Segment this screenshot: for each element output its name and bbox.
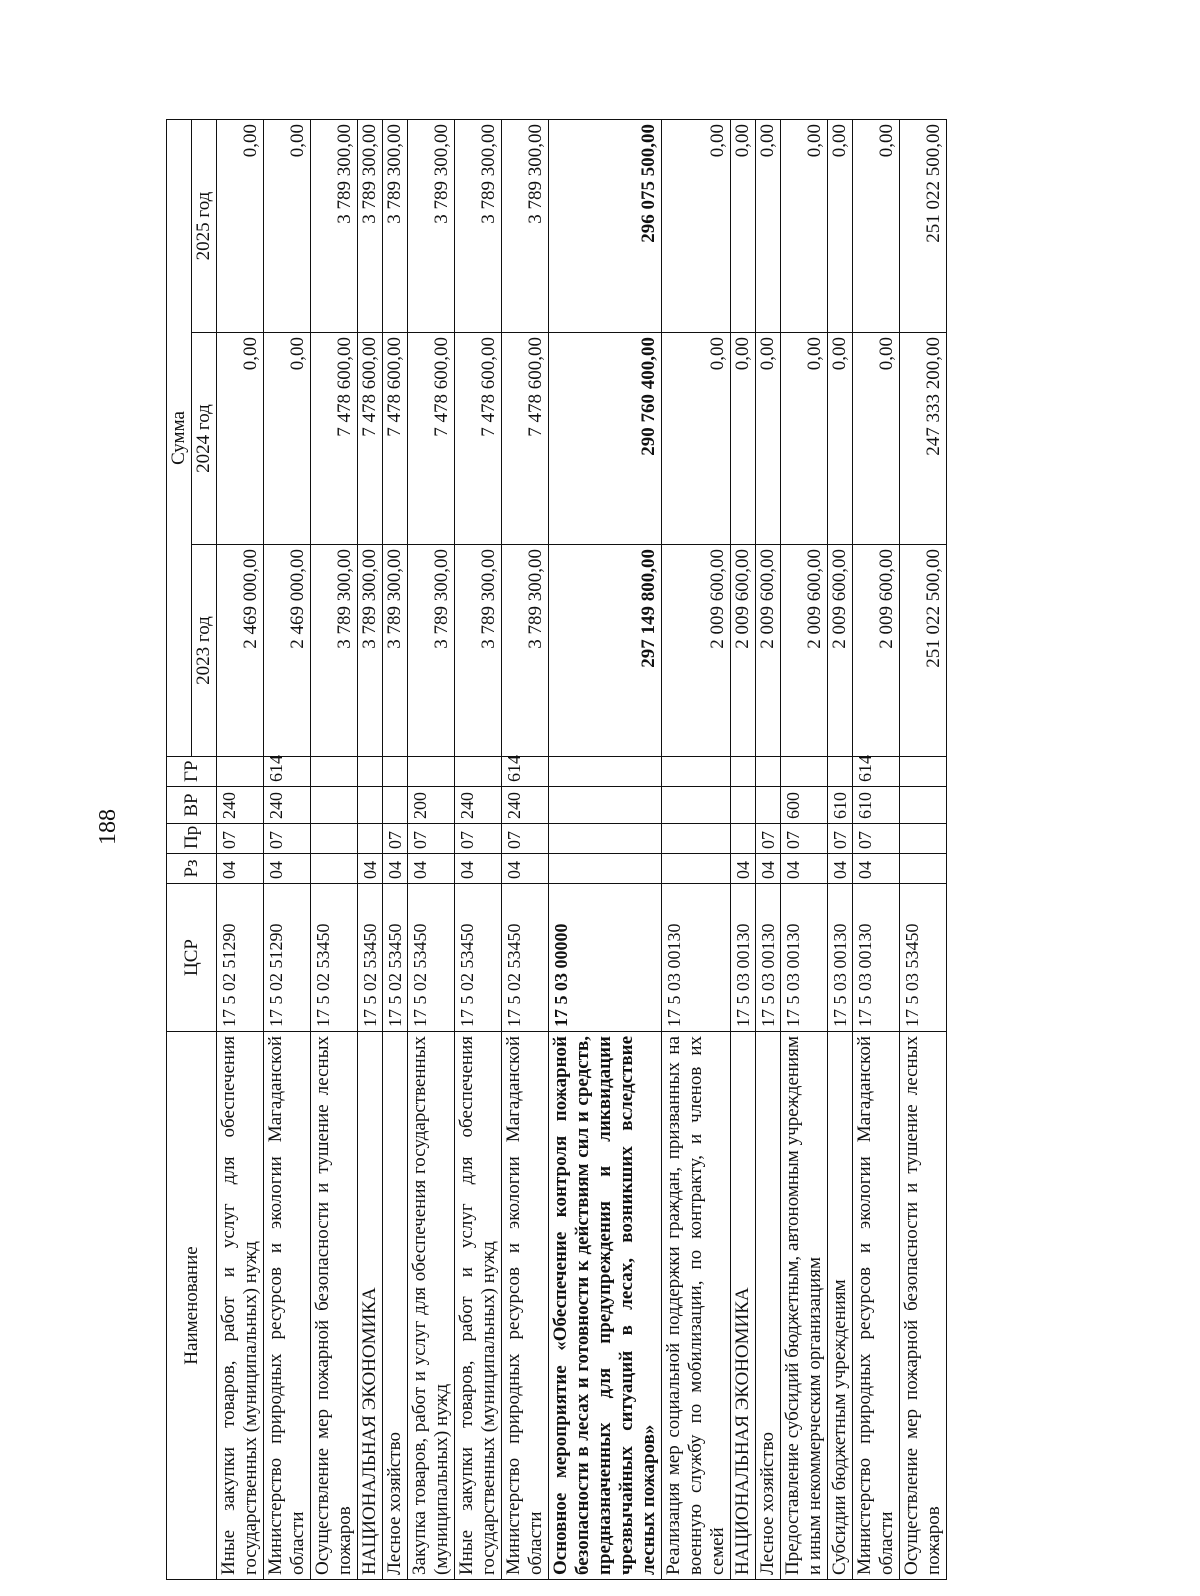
- cell-csr: 17 5 03 00130: [853, 884, 900, 1032]
- cell-pr: [358, 824, 383, 854]
- cell-rz: 04: [217, 854, 264, 884]
- cell-y2023: 2 009 600,00: [756, 545, 781, 757]
- cell-rz: 04: [358, 854, 383, 884]
- cell-rz: [549, 854, 662, 884]
- cell-y2025: 0,00: [731, 120, 756, 333]
- cell-vr: 240: [502, 787, 549, 824]
- cell-y2024: 7 478 600,00: [455, 333, 502, 545]
- cell-pr: 07: [828, 824, 853, 854]
- cell-name: Иные закупки товаров, работ и услуг для обеспечения государственных (муниципальных) нужд: [455, 1032, 502, 1580]
- cell-y2023: 3 789 300,00: [311, 545, 358, 757]
- cell-y2023: 2 009 600,00: [828, 545, 853, 757]
- cell-gr: [217, 757, 264, 787]
- cell-pr: 07: [853, 824, 900, 854]
- cell-rz: [311, 854, 358, 884]
- cell-csr: 17 5 03 53450: [900, 884, 947, 1032]
- cell-pr: [662, 824, 731, 854]
- cell-pr: 07: [408, 824, 455, 854]
- cell-rz: 04: [828, 854, 853, 884]
- cell-vr: [731, 787, 756, 824]
- cell-name: Осуществление мер пожарной безопасности и тушение лесных пожаров: [311, 1032, 358, 1580]
- cell-pr: 07: [455, 824, 502, 854]
- header-sum: Сумма: [167, 120, 192, 757]
- table-header: [167, 120, 217, 1580]
- cell-y2025: 0,00: [756, 120, 781, 333]
- cell-y2025: 0,00: [781, 120, 828, 333]
- cell-pr: 07: [781, 824, 828, 854]
- cell-gr: [383, 757, 408, 787]
- cell-name: Осуществление мер пожарной безопасности и тушение лесных пожаров: [900, 1032, 947, 1580]
- cell-rz: 04: [731, 854, 756, 884]
- cell-csr: 17 5 03 00130: [756, 884, 781, 1032]
- cell-gr: [781, 757, 828, 787]
- rotated-table-container: [166, 120, 1196, 1580]
- cell-vr: [311, 787, 358, 824]
- cell-y2023: 2 009 600,00: [781, 545, 828, 757]
- cell-csr: 17 5 02 53450: [502, 884, 549, 1032]
- cell-y2025: 3 789 300,00: [408, 120, 455, 333]
- cell-y2023: 2 469 000,00: [264, 545, 311, 757]
- table-row: [311, 120, 358, 1580]
- cell-rz: [900, 854, 947, 884]
- cell-pr: [549, 824, 662, 854]
- table-row: [756, 120, 781, 1580]
- header-pr: Пр: [167, 824, 217, 854]
- table-row: [828, 120, 853, 1580]
- cell-csr: 17 5 03 00130: [731, 884, 756, 1032]
- table-row: [853, 120, 900, 1580]
- cell-y2024: 290 760 400,00: [549, 333, 662, 545]
- cell-y2025: 0,00: [264, 120, 311, 333]
- table-row: [662, 120, 731, 1580]
- cell-csr: 17 5 02 51290: [217, 884, 264, 1032]
- header-gr: ГР: [167, 757, 217, 787]
- cell-y2023: 3 789 300,00: [502, 545, 549, 757]
- cell-vr: [358, 787, 383, 824]
- cell-rz: 04: [502, 854, 549, 884]
- cell-vr: [383, 787, 408, 824]
- table-row: [264, 120, 311, 1580]
- cell-name: Предоставление субсидий бюджетным, автономным учреждениям и иным некоммерческим организациям: [781, 1032, 828, 1580]
- cell-vr: [756, 787, 781, 824]
- cell-name: НАЦИОНАЛЬНАЯ ЭКОНОМИКА: [358, 1032, 383, 1580]
- cell-y2025: 251 022 500,00: [900, 120, 947, 333]
- header-2024: 2024 год: [192, 333, 217, 545]
- table-row: [900, 120, 947, 1580]
- cell-y2024: 0,00: [853, 333, 900, 545]
- cell-gr: 614: [502, 757, 549, 787]
- cell-y2023: 251 022 500,00: [900, 545, 947, 757]
- cell-y2023: 3 789 300,00: [455, 545, 502, 757]
- cell-vr: 610: [828, 787, 853, 824]
- cell-gr: [756, 757, 781, 787]
- cell-name: Субсидии бюджетным учреждениям: [828, 1032, 853, 1580]
- cell-y2025: 3 789 300,00: [311, 120, 358, 333]
- table-row: [502, 120, 549, 1580]
- table-row: [383, 120, 408, 1580]
- cell-gr: [311, 757, 358, 787]
- table-row: [455, 120, 502, 1580]
- cell-y2024: 7 478 600,00: [383, 333, 408, 545]
- cell-pr: [900, 824, 947, 854]
- cell-y2024: 0,00: [756, 333, 781, 545]
- cell-pr: 07: [756, 824, 781, 854]
- cell-name: НАЦИОНАЛЬНАЯ ЭКОНОМИКА: [731, 1032, 756, 1580]
- cell-y2023: 2 009 600,00: [853, 545, 900, 757]
- cell-gr: [358, 757, 383, 787]
- cell-gr: 614: [264, 757, 311, 787]
- cell-csr: 17 5 03 00000: [549, 884, 662, 1032]
- cell-y2023: 3 789 300,00: [358, 545, 383, 757]
- cell-y2023: 2 009 600,00: [731, 545, 756, 757]
- cell-y2024: 0,00: [662, 333, 731, 545]
- cell-name: Основное мероприятие «Обеспечение контроля пожарной безопасности в лесах и готовности к действиям сил и средств, предназначенных для предупреждения и ликвидации чрезвычайных ситуаций в лесах, возникших вследствие лесных пожаров»: [549, 1032, 662, 1580]
- cell-y2023: 2 009 600,00: [662, 545, 731, 757]
- cell-gr: 614: [853, 757, 900, 787]
- cell-rz: [662, 854, 731, 884]
- cell-y2025: 0,00: [853, 120, 900, 333]
- cell-rz: 04: [781, 854, 828, 884]
- cell-gr: [662, 757, 731, 787]
- cell-y2025: 3 789 300,00: [358, 120, 383, 333]
- cell-rz: 04: [756, 854, 781, 884]
- cell-gr: [731, 757, 756, 787]
- cell-y2024: 0,00: [217, 333, 264, 545]
- cell-y2023: 3 789 300,00: [408, 545, 455, 757]
- cell-gr: [455, 757, 502, 787]
- cell-csr: 17 5 02 53450: [408, 884, 455, 1032]
- cell-y2025: 3 789 300,00: [455, 120, 502, 333]
- cell-y2025: 0,00: [217, 120, 264, 333]
- cell-vr: [662, 787, 731, 824]
- cell-pr: 07: [383, 824, 408, 854]
- cell-csr: 17 5 03 00130: [662, 884, 731, 1032]
- page-number: 188: [95, 809, 121, 845]
- cell-pr: 07: [217, 824, 264, 854]
- budget-table: [166, 119, 947, 1580]
- cell-vr: [900, 787, 947, 824]
- cell-vr: 240: [264, 787, 311, 824]
- cell-y2024: 0,00: [781, 333, 828, 545]
- cell-csr: 17 5 02 53450: [358, 884, 383, 1032]
- cell-rz: 04: [455, 854, 502, 884]
- cell-csr: 17 5 02 51290: [264, 884, 311, 1032]
- cell-vr: [549, 787, 662, 824]
- table-row: [731, 120, 756, 1580]
- cell-rz: 04: [408, 854, 455, 884]
- cell-gr: [900, 757, 947, 787]
- cell-csr: 17 5 02 53450: [311, 884, 358, 1032]
- cell-rz: 04: [853, 854, 900, 884]
- header-vr: ВР: [167, 787, 217, 824]
- cell-name: Министерство природных ресурсов и экологии Магаданской области: [502, 1032, 549, 1580]
- cell-y2025: 3 789 300,00: [383, 120, 408, 333]
- cell-rz: 04: [264, 854, 311, 884]
- cell-name: Лесное хозяйство: [383, 1032, 408, 1580]
- cell-name: Министерство природных ресурсов и экологии Магаданской области: [853, 1032, 900, 1580]
- header-2025: 2025 год: [192, 120, 217, 333]
- cell-y2024: 7 478 600,00: [502, 333, 549, 545]
- cell-vr: 610: [853, 787, 900, 824]
- cell-y2023: 2 469 000,00: [217, 545, 264, 757]
- table-row: [358, 120, 383, 1580]
- table-row: [217, 120, 264, 1580]
- table-row: [408, 120, 455, 1580]
- cell-csr: 17 5 02 53450: [383, 884, 408, 1032]
- cell-name: Министерство природных ресурсов и экологии Магаданской области: [264, 1032, 311, 1580]
- cell-gr: [549, 757, 662, 787]
- cell-csr: 17 5 02 53450: [455, 884, 502, 1032]
- cell-y2024: 247 333 200,00: [900, 333, 947, 545]
- cell-y2024: 7 478 600,00: [311, 333, 358, 545]
- header-rz: Рз: [167, 854, 217, 884]
- cell-name: Реализация мер социальной поддержки граждан, призванных на военную службу по мобилизации, по контракту, и членов их семей: [662, 1032, 731, 1580]
- table-row: [549, 120, 662, 1580]
- cell-y2023: 3 789 300,00: [383, 545, 408, 757]
- cell-y2025: 0,00: [662, 120, 731, 333]
- cell-vr: 240: [217, 787, 264, 824]
- cell-y2024: 0,00: [264, 333, 311, 545]
- table-body: [217, 120, 947, 1580]
- cell-pr: [311, 824, 358, 854]
- cell-gr: [828, 757, 853, 787]
- cell-vr: 600: [781, 787, 828, 824]
- cell-vr: 240: [455, 787, 502, 824]
- table-row: [781, 120, 828, 1580]
- cell-y2025: 296 075 500,00: [549, 120, 662, 333]
- cell-y2025: 0,00: [828, 120, 853, 333]
- cell-csr: 17 5 03 00130: [828, 884, 853, 1032]
- cell-y2024: 7 478 600,00: [358, 333, 383, 545]
- cell-pr: 07: [264, 824, 311, 854]
- header-csr: ЦСР: [167, 884, 217, 1032]
- cell-name: Закупка товаров, работ и услуг для обеспечения государственных (муниципальных) нужд: [408, 1032, 455, 1580]
- header-row-1: [167, 120, 192, 1580]
- header-name: Наименование: [167, 1032, 217, 1580]
- cell-y2024: 7 478 600,00: [408, 333, 455, 545]
- cell-y2024: 0,00: [731, 333, 756, 545]
- cell-y2024: 0,00: [828, 333, 853, 545]
- cell-csr: 17 5 03 00130: [781, 884, 828, 1032]
- cell-rz: 04: [383, 854, 408, 884]
- cell-y2025: 3 789 300,00: [502, 120, 549, 333]
- cell-name: Лесное хозяйство: [756, 1032, 781, 1580]
- cell-vr: 200: [408, 787, 455, 824]
- cell-y2023: 297 149 800,00: [549, 545, 662, 757]
- cell-gr: [408, 757, 455, 787]
- cell-pr: [731, 824, 756, 854]
- cell-name: Иные закупки товаров, работ и услуг для обеспечения государственных (муниципальных) нужд: [217, 1032, 264, 1580]
- header-2023: 2023 год: [192, 545, 217, 757]
- cell-pr: 07: [502, 824, 549, 854]
